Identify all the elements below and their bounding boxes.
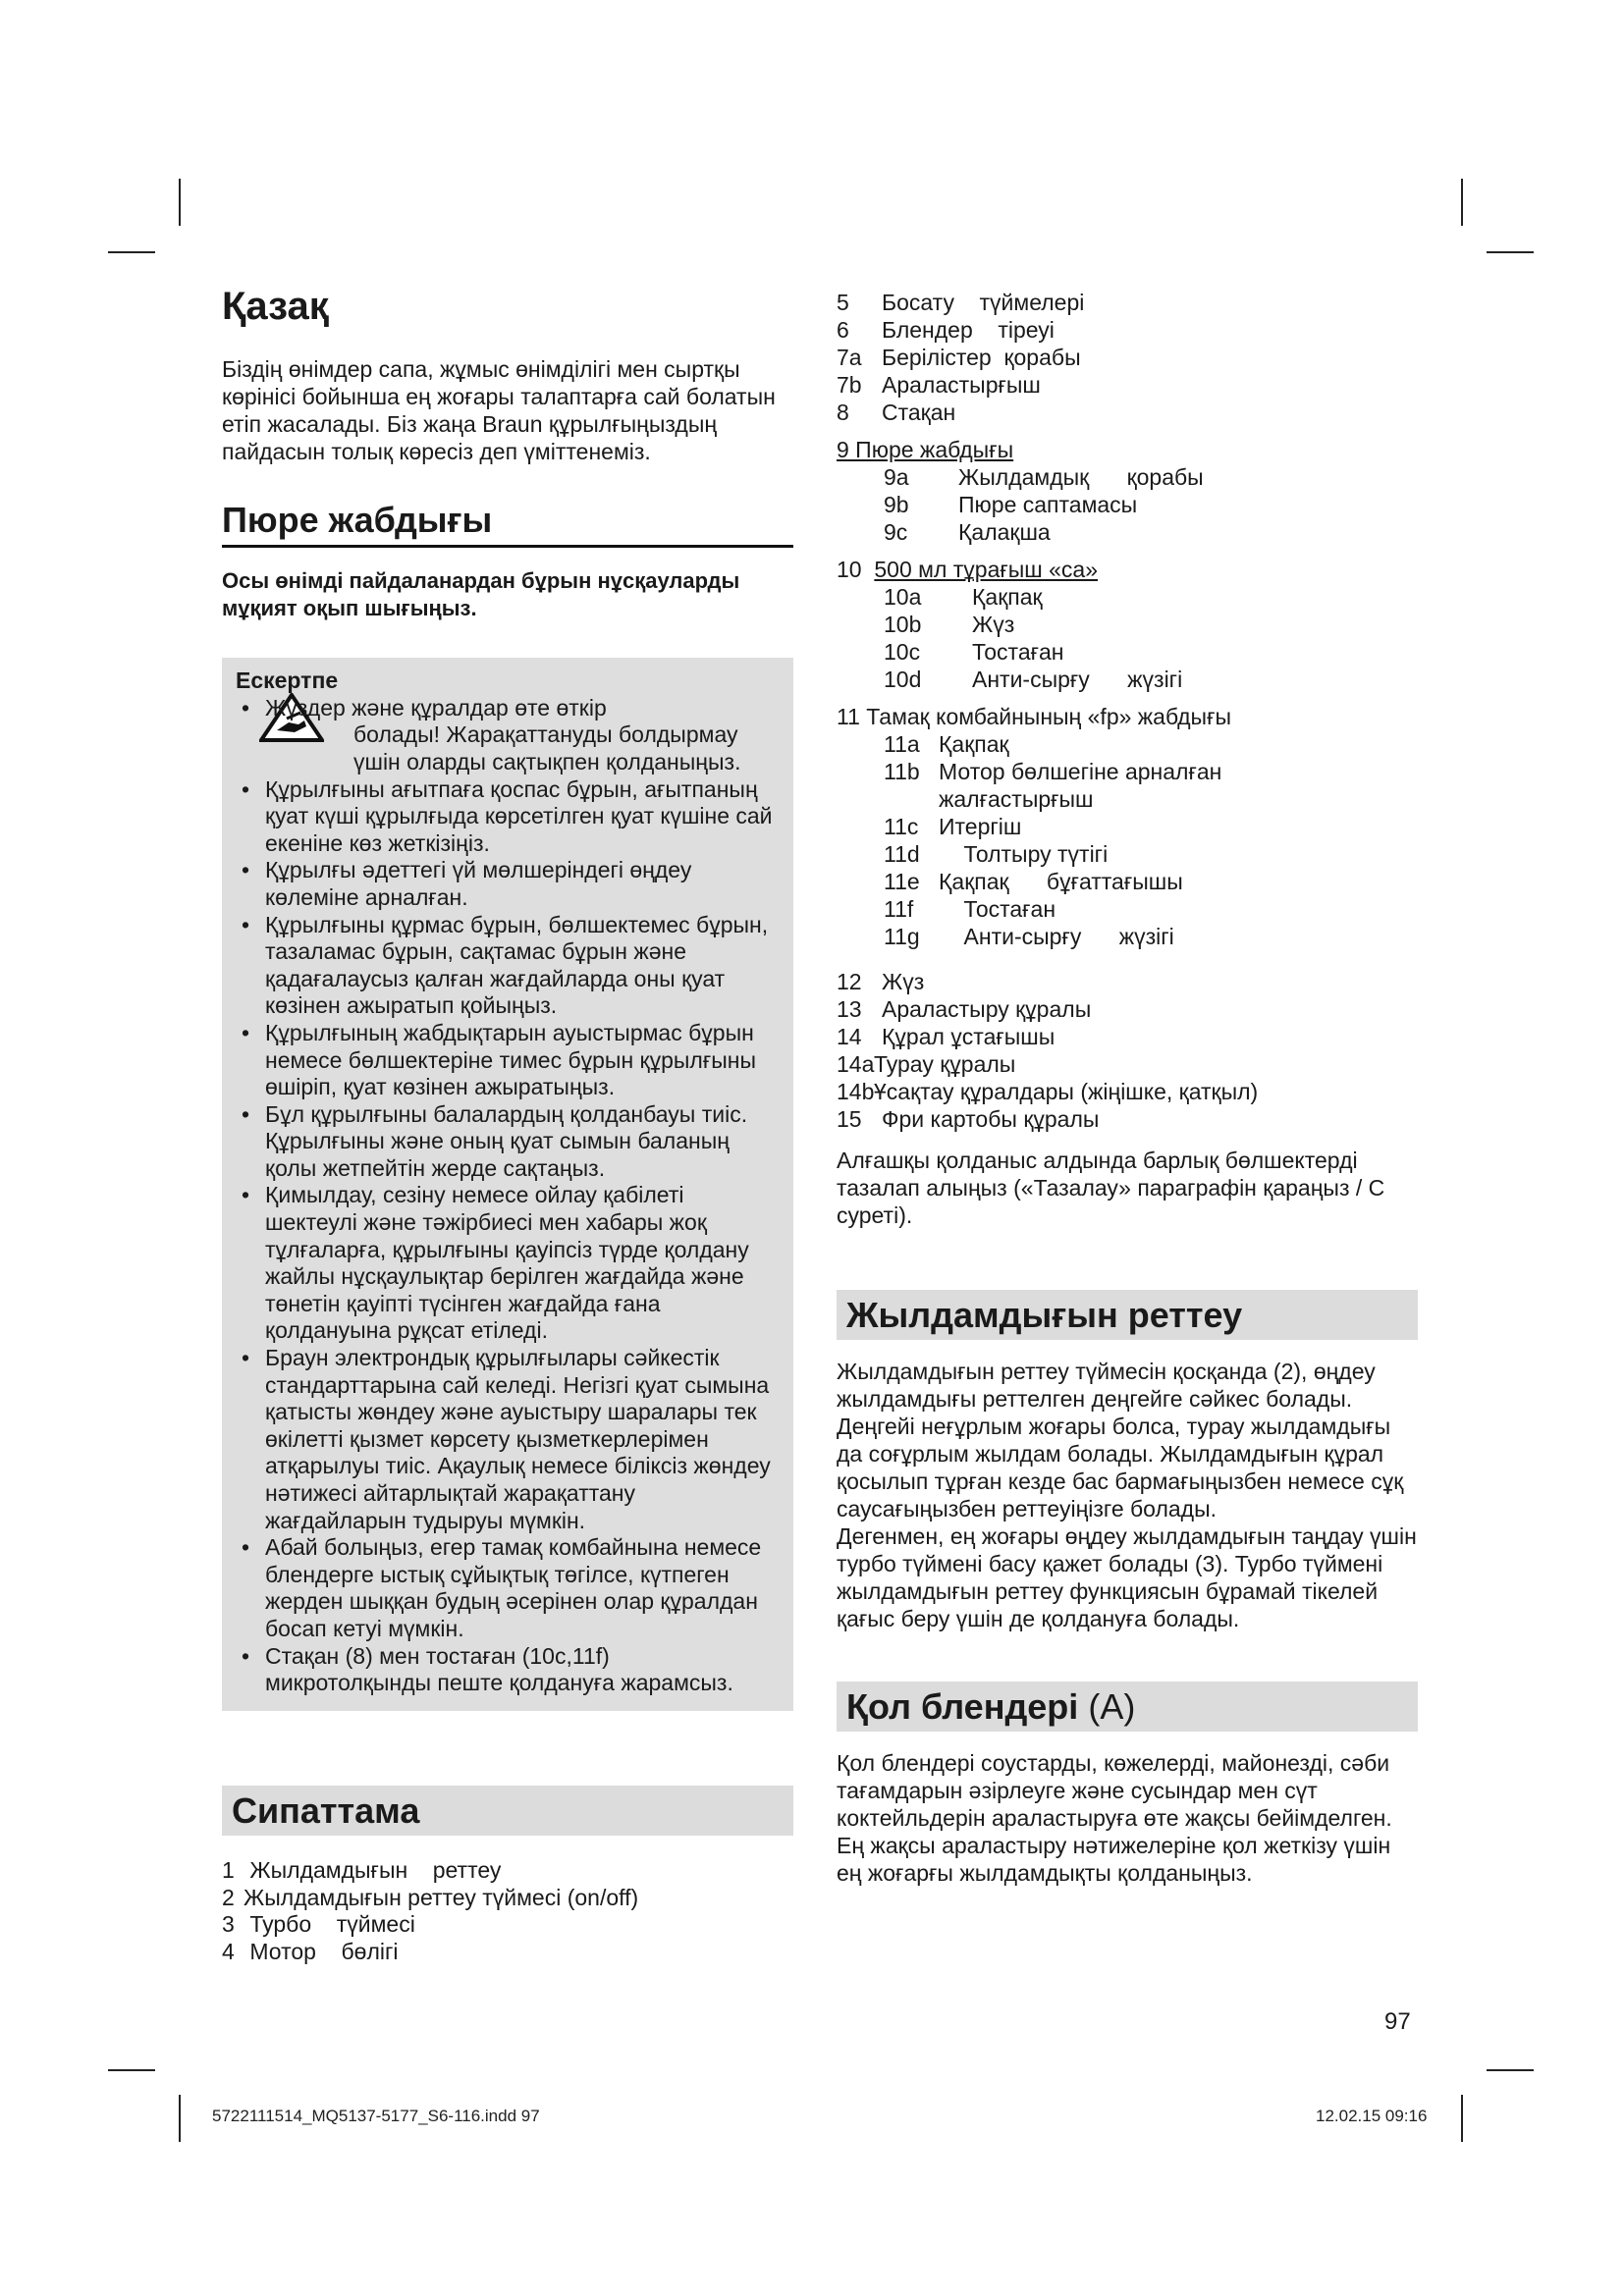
warning-item: • Қимылдау, сезіну немесе ойлау қабілеті шектеулі және тәжірбиесі мен хабары жоқ тұлғаларға, құрылғыны қауіпсіз түрде қолдану жайлы нұсқаулықтар берілген жағдайда және төнетін қауіпті түсінген жағдайда ғана қолдануына рұқсат етіледі. [236,1182,780,1345]
list-item: 9a Жылдамдық қорабы [884,464,1204,490]
pre-use-paragraph: Алғашқы қолданыс алдында барлық бөлшектерді тазалап алыңыз («Тазалау» параграфін қараңыз / C суреті). [837,1148,1385,1228]
warning-box [222,658,793,1711]
crop-mark [108,2069,155,2071]
warning-item: • Абай болыңыз, егер тамақ комбайнына немесе блендерге ыстық сұйықтық төгілсе, күтпеген жерден шыққан будың әсерінен олар құралдан босап кетуі мүмкін. [236,1534,780,1642]
crop-mark [1487,251,1534,253]
list-item: 11g Анти-сырғу жүзігі [884,924,1174,949]
right-column [837,285,1418,1887]
list-item: 9b Пюре саптамасы [884,492,1138,517]
list-item: 6 Блендер тіреуі [837,317,1055,343]
page-number: 97 [1384,2008,1411,2035]
warning-item: • Бұл құрылғыны балалардың қолданбауы тиіс. Құрылғыны және оның қуат сымын баланың қолы жетпейтін жерде сақтаңыз. [236,1101,780,1183]
crop-mark [108,251,155,253]
crop-mark [1461,179,1463,226]
list-item: 7a Берілістер қорабы [837,345,1081,370]
speed-heading: Жылдамдығын реттеу [837,1290,1418,1340]
list-item: 1 Жылдамдығын реттеу [222,1856,502,1883]
group-heading: 11 Тамақ комбайнының «fp» жабдығы [837,704,1231,729]
language-heading: Қазақ [222,285,329,328]
speed-paragraph: Дегенмен, ең жоғары өңдеу жылдамдығын таңдау үшін турбо түймені басу қажет болады (3). Турбо түймені жылдамдығын реттеу функциясын бұрамай тікелей қағыс беру үшін де қолдануға болады. [837,1523,1417,1632]
list-item: 2 Жылдамдығын реттеу түймесі (on/off) [222,1884,639,1910]
list-item: 12 Жүз [837,969,925,994]
group-heading: 10 500 мл тұрағыш «ca» [837,557,1099,582]
list-item: 8 Стақан [837,400,956,425]
warning-item: • Құрылғыны ағытпаға қоспас бұрын, ағытпаның қуат күші құрылғыда көрсетілген қуат күшіне сай екеніне көз жеткізіңіз. [236,776,780,858]
warning-item-line: үшін оларды сақтықпен қолданыңыз. [353,748,741,774]
list-item: 7b Араластырғыш [837,372,1041,398]
group-heading: 9 Пюре жабдығы [837,437,1014,462]
warning-item-line: болады! Жарақаттануды болдырмау [353,721,738,748]
list-item: 11e Қақпақ бұғаттағышы [884,869,1183,894]
speed-paragraph: Жылдамдығын реттеу түймесін қосқанда (2), өңдеу жылдамдығы реттелген деңгейге сәйкес болады. Деңгейі неғұрлым жоғары болса, турау жылдамдығы да соғұрлым жылдам болады. Жылдамдығын құрал қосылып тұрған кезде бас бармағыңызбен немесе сұқ саусағыңызбен реттеуіңізге болады. [837,1359,1404,1522]
list-item: 9c Қалақша [884,519,1051,545]
crop-mark [1461,2095,1463,2142]
list-item: 11c Итергіш [884,814,1022,839]
list-item: 15 Фри картобы құралы [837,1106,1100,1132]
footer-file-info: 5722111514_MQ5137-5177_S6-116.indd 97 [212,2107,540,2125]
list-item: жалғастырғыш [939,786,1094,812]
read-instructions-note: Осы өнімді пайдаланардан бұрын нұсқауларды мұқият оқып шығыңыз. [222,568,740,621]
puree-heading: Пюре жабдығы [222,499,793,548]
warning-item: • Стақан (8) мен тостаған (10c,11f) микротолқынды пеште қолдануға жарамсыз. [236,1643,780,1697]
list-item: 13 Араластыру құралы [837,996,1092,1022]
crop-mark [179,179,181,226]
list-item: 3 Турбо түймесі [222,1911,415,1938]
list-item: 14aТурау құралы [837,1051,1016,1077]
list-item: 10b Жүз [884,612,1015,637]
parts-list [837,289,1418,1133]
footer-timestamp: 12.02.15 09:16 [1316,2107,1428,2125]
warning-item: • Құрылғы әдеттегі үй мөлшеріндегі өңдеу көлеміне арналған. [236,857,780,911]
list-item: 4 Мотор бөлігі [222,1938,399,1964]
list-item: 10a Қақпақ [884,584,1043,610]
warning-list [236,695,780,1697]
description-list [222,1857,793,1965]
list-item: 11f Тостаған [884,896,1056,922]
list-item: 10d Анти-сырғу жүзігі [884,667,1183,692]
warning-item: • Құрылғының жабдықтарын ауыстырмас бұрын немесе бөлшектеріне тимес бұрын құрылғыны өшіріп, қуат көзінен ажыратыңыз. [236,1020,780,1101]
intro-paragraph: Біздің өнімдер сапа, жұмыс өнімділігі мен сыртқы көрінісі бойынша ең жоғары талаптарға сай болатын етіп жасалады. Біз жаңа Braun құрылғыңыздың пайдасын толық көресіз деп үміттенеміз. [222,356,776,464]
left-column [222,285,793,1965]
list-item: 10c Тостаған [884,639,1064,665]
list-item: 14bҰсақтау құралдары (жіңішке, қатқыл) [837,1079,1259,1104]
list-item: 14 Құрал ұстағышы [837,1024,1056,1049]
warning-item: • Браун электрондық құрылғылары сәйкестік стандарттарына сай келеді. Негізгі қуат сымына қатысты жөндеу және ауыстыру шаралары тек өкілетті қызмет көрсету қызметкерлерімен атқарылуы тиіс. Ақаулық немесе біліксіз жөндеу нәтижесі айтарлықтай жарақаттану жағдайларын тудыруы мүмкін. [236,1345,780,1534]
hand-blender-heading: Қол блендері (A) [837,1682,1418,1732]
warning-title: Ескертпе [236,667,339,694]
list-item: 5 Босату түймелері [837,290,1085,315]
crop-mark [179,2095,181,2142]
crop-mark [1487,2069,1534,2071]
list-item: 11d Толтыру түтігі [884,841,1109,867]
list-item: 11b Мотор бөлшегіне арналған [884,759,1222,784]
warning-item-line: • Жүздер және құралдар өте өткір [265,694,607,721]
hand-blender-paragraph: Ең жақсы араластыру нәтижелеріне қол жеткізу үшін ең жоғарғы жылдамдықты қолданыңыз. [837,1833,1391,1887]
hand-blender-paragraph: Қол блендері соустарды, көжелерді, майонезді, сәби тағамдарын әзірлеуге және сусындар мен сүт коктейльдерін араластыруға өте жақсы бейімделген. [837,1750,1392,1832]
description-heading: Сипаттама [222,1786,793,1836]
list-item: 11a Қақпақ [884,731,1009,757]
warning-item: • Құрылғыны құрмас бұрын, бөлшектемес бұрын, тазаламас бұрын, сақтамас бұрын және қадағалаусыз қалған жағдайларда оны қуат көзінен ажыратып қойыңыз. [236,912,780,1020]
warning-item [236,695,780,776]
